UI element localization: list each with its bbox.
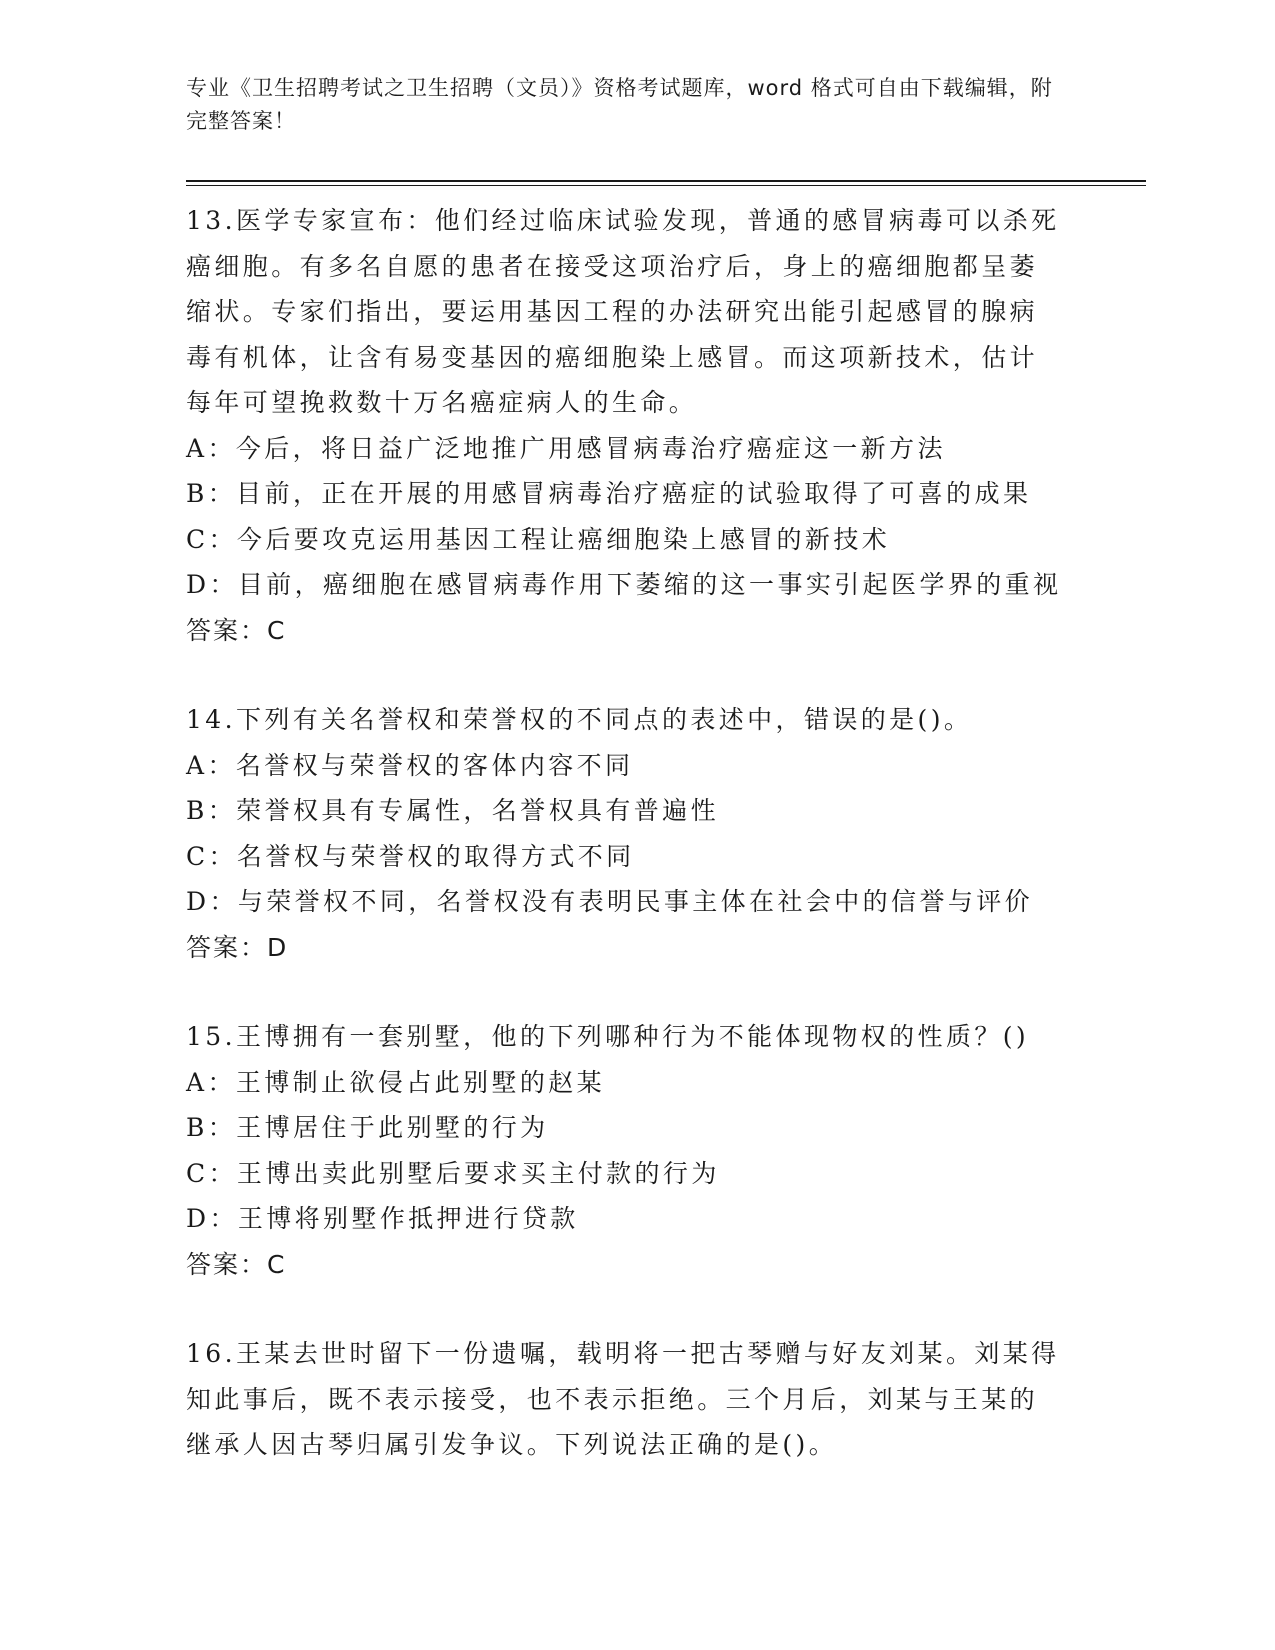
option-a: A：王博制止欲侵占此别墅的赵某 [186,1067,606,1097]
option-d: D：王博将别墅作抵押进行贷款 [186,1204,579,1233]
answer: 答案：C [186,615,287,645]
option-d: D：与荣誉权不同，名誉权没有表明民事主体在社会中的信誉与评价 [186,887,1034,916]
question-stem: 13.医学专家宣布：他们经过临床试验发现，普通的感冒病毒可以杀死癌细胞。有多名自愿的患者在接受这项治疗后，身上的癌细胞都呈萎缩状。专家们指出，要运用基因工程的办法研究出能引起感冒的腺病毒有机体，让含有易变基因的癌细胞染上感冒。而这项新技术，估计每年可望挽救数十万名癌症病人的生命。 [186,206,1060,417]
question-stem: 14.下列有关名誉权和荣誉权的不同点的表述中，错误的是()。 [186,705,973,734]
option-b: B：目前，正在开展的用感冒病毒治疗癌症的试验取得了可喜的成果 [186,479,1032,508]
option-a: A：今后，将日益广泛地推广用感冒病毒治疗癌症这一新方法 [186,433,946,463]
header-divider [186,180,1146,186]
question-15 [186,1014,1146,1287]
option-c: C：王博出卖此别墅后要求买主付款的行为 [186,1158,720,1188]
document-header: 专业《卫生招聘考试之卫生招聘（文员）》资格考试题库，word 格式可自由下载编辑，附完整答案！ [186,76,1053,133]
option-d: D：目前，癌细胞在感冒病毒作用下萎缩的这一事实引起医学界的重视 [186,570,1062,599]
question-14 [186,697,1146,970]
document-page [186,72,1146,1468]
answer: 答案：D [186,932,289,962]
answer: 答案：C [186,1249,287,1279]
question-13 [186,198,1146,653]
option-b: B：荣誉权具有专属性，名誉权具有普遍性 [186,796,719,825]
question-stem: 15.王博拥有一套别墅，他的下列哪种行为不能体现物权的性质？() [186,1022,1030,1051]
question-16 [186,1331,1146,1468]
option-c: C：名誉权与荣誉权的取得方式不同 [186,841,635,871]
option-a: A：名誉权与荣誉权的客体内容不同 [186,750,634,780]
option-c: C：今后要攻克运用基因工程让癌细胞染上感冒的新技术 [186,524,891,554]
option-b: B：王博居住于此别墅的行为 [186,1113,549,1142]
question-stem: 16.王某去世时留下一份遗嘱，载明将一把古琴赠与好友刘某。刘某得知此事后，既不表示接受，也不表示拒绝。三个月后，刘某与王某的继承人因古琴归属引发争议。下列说法正确的是()。 [186,1339,1060,1459]
